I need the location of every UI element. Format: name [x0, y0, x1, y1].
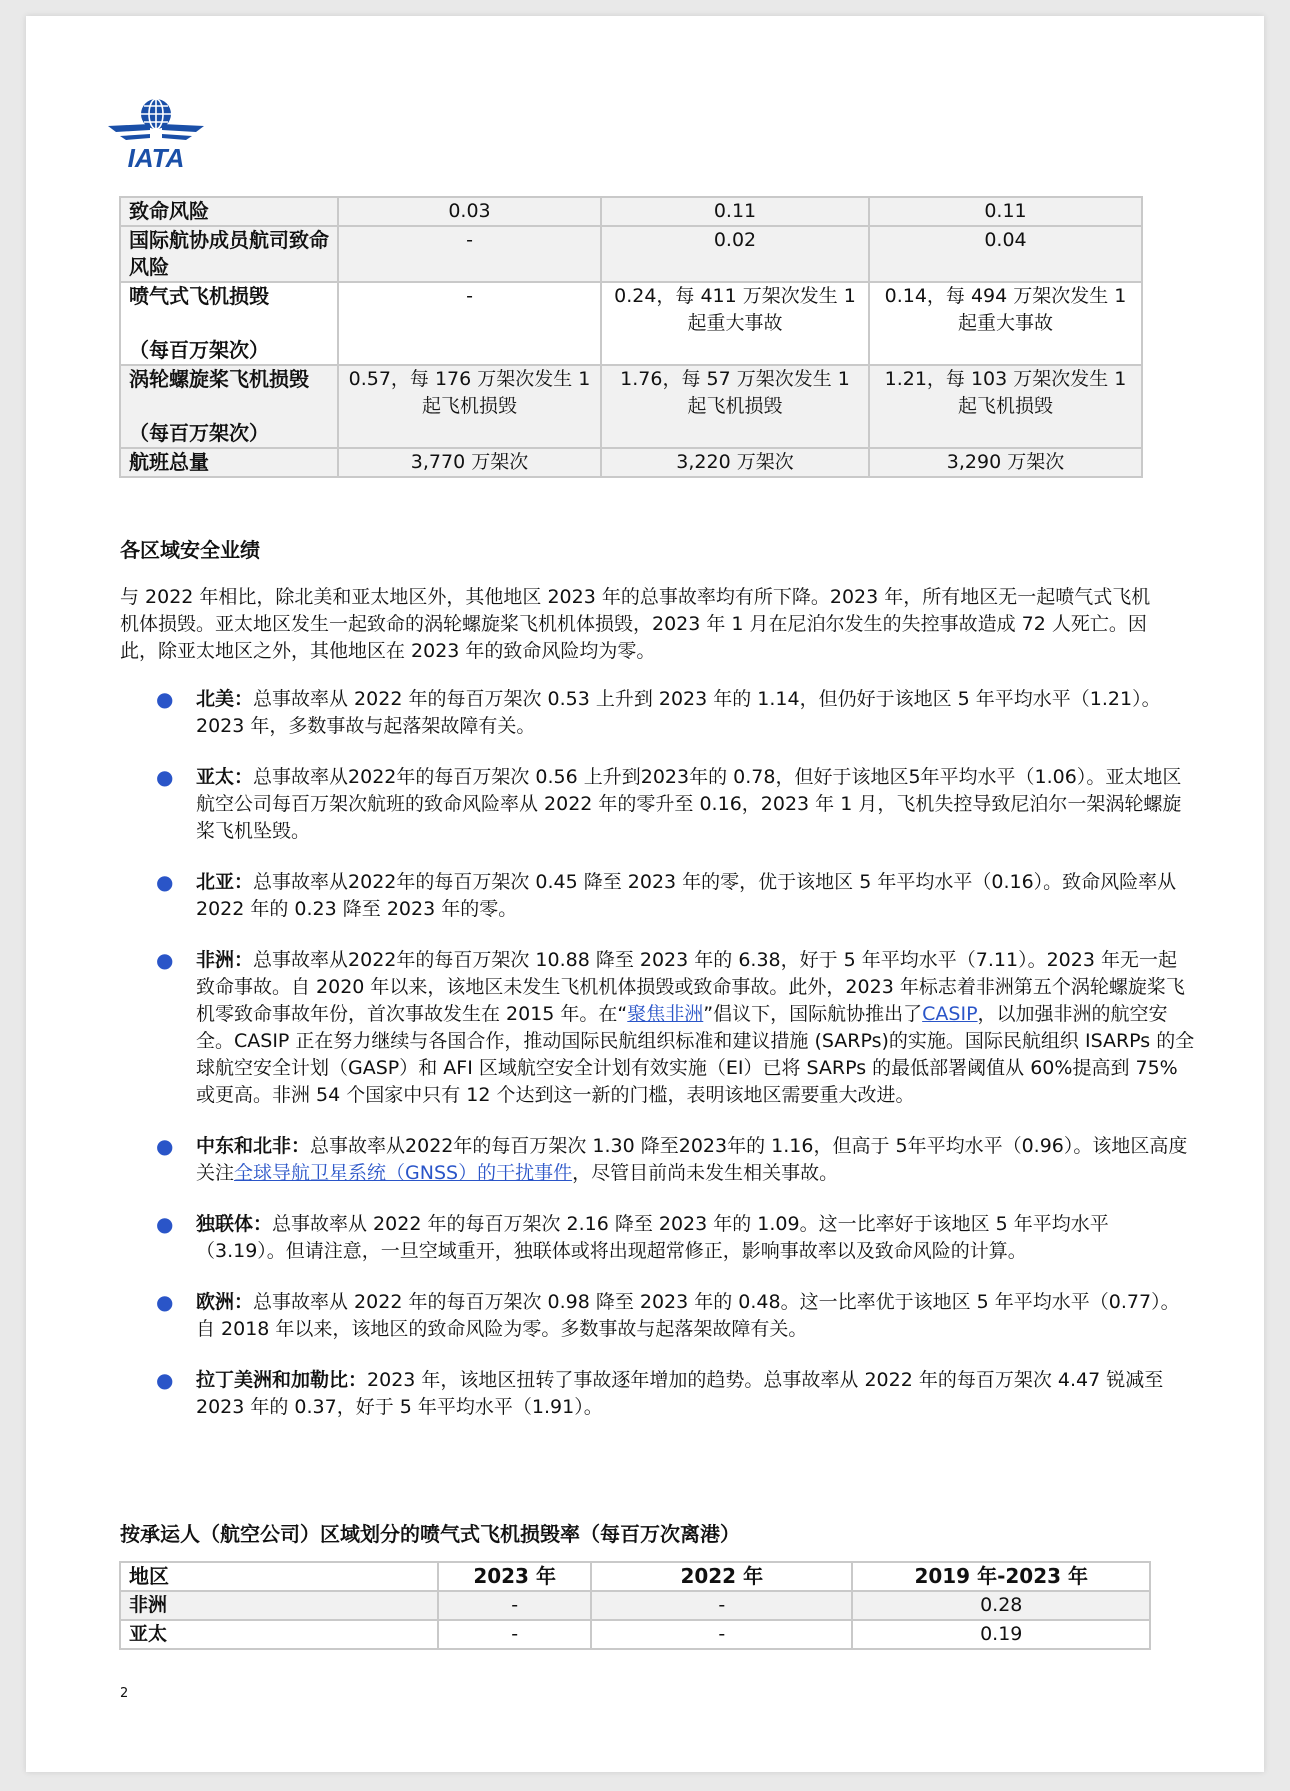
cell: - — [591, 1620, 852, 1649]
bullet-icon: ● — [156, 687, 174, 711]
cell: 0.14，每 494 万架次发生 1 起重大事故 — [869, 282, 1142, 365]
table-row — [120, 226, 1142, 282]
document-page — [26, 16, 1264, 1772]
list-item — [120, 1289, 1195, 1343]
gnss-interference-link[interactable]: 全球导航卫星系统（GNSS）的干扰事件 — [234, 1162, 573, 1184]
cell: 1.76，每 57 万架次发生 1 起飞机损毁 — [601, 365, 869, 448]
bullet-icon: ● — [156, 1290, 174, 1314]
list-item — [120, 686, 1195, 740]
list-item — [120, 1367, 1195, 1421]
section-heading: 按承运人（航空公司）区域划分的喷气式飞机损毁率（每百万次离港） — [120, 1522, 740, 1546]
cell: 0.19 — [852, 1620, 1150, 1649]
cell: - — [591, 1591, 852, 1620]
bullet-icon: ● — [156, 765, 174, 789]
bullet-icon: ● — [156, 1368, 174, 1392]
svg-text:IATA: IATA — [127, 143, 185, 173]
region-text: ，尽管目前尚未发生相关事故。 — [572, 1162, 839, 1184]
cell: 3,770 万架次 — [338, 448, 601, 477]
page-number: 2 — [120, 1686, 129, 1701]
list-item — [120, 947, 1195, 1109]
cell: 0.11 — [601, 197, 869, 226]
cell: 0.24，每 411 万架次发生 1 起重大事故 — [601, 282, 869, 365]
row-label-sub: （每百万架次） — [129, 421, 269, 445]
fatality-stats-table — [119, 196, 1143, 478]
cell: 0.03 — [338, 197, 601, 226]
focus-africa-link[interactable]: 聚焦非洲 — [627, 1003, 704, 1025]
region-name: 欧洲： — [196, 1291, 254, 1313]
cell: 非洲 — [120, 1591, 438, 1620]
cell: 0.28 — [852, 1591, 1150, 1620]
list-item — [120, 764, 1195, 845]
table-row — [120, 365, 1142, 448]
region-list — [120, 686, 1195, 1445]
table-row — [120, 282, 1142, 365]
region-name: 北美： — [196, 688, 254, 710]
region-text: 总事故率从 2022 年的每百万架次 0.53 上升到 2023 年的 1.14，但仍好于该地区 5 年平均水平（1.21）。2023 年，多数事故与起落架故障有关。 — [196, 688, 1161, 737]
column-header: 2022 年 — [591, 1562, 852, 1591]
table-row — [120, 448, 1142, 477]
row-label — [120, 282, 338, 365]
cell: - — [438, 1620, 591, 1649]
region-name: 非洲： — [196, 949, 254, 971]
cell: 1.21，每 103 万架次发生 1 起飞机损毁 — [869, 365, 1142, 448]
section-heading: 各区域安全业绩 — [120, 538, 260, 562]
table-row — [120, 1591, 1150, 1620]
region-text: 总事故率从 2022 年的每百万架次 2.16 降至 2023 年的 1.09。这一比率好于该地区 5 年平均水平（3.19）。但请注意，一旦空域重开，独联体或将出现超常修正，影响事故率以及致命风险的计算。 — [196, 1213, 1109, 1262]
region-text: 总事故率从 2022 年的每百万架次 0.98 降至 2023 年的 0.48。这一比率优于该地区 5 年平均水平（0.77）。自 2018 年以来，该地区的致命风险为零。多数事故与起落架故障有关。 — [196, 1291, 1180, 1340]
region-text: 总事故率从2022年的每百万架次 1.30 降至2023年的 1.16，但高于 5年平均水平（0.96）。该地区高度关注 — [196, 1135, 1188, 1184]
iata-logo — [106, 94, 206, 174]
list-item — [120, 1133, 1195, 1187]
region-name: 独联体： — [196, 1213, 273, 1235]
jet-hull-loss-table — [119, 1561, 1151, 1650]
table-header-row — [120, 1562, 1150, 1591]
row-label — [120, 365, 338, 448]
region-name: 拉丁美洲和加勒比： — [196, 1369, 368, 1391]
row-label: 致命风险 — [120, 197, 338, 226]
bullet-icon: ● — [156, 948, 174, 972]
cell: 3,290 万架次 — [869, 448, 1142, 477]
casip-link[interactable]: CASIP — [922, 1003, 978, 1025]
intro-paragraph: 与 2022 年相比，除北美和亚太地区外，其他地区 2023 年的总事故率均有所下降。2023 年，所有地区无一起喷气式飞机机体损毁。亚太地区发生一起致命的涡轮螺旋桨飞机机体损毁，2023 年 1 月在尼泊尔发生的失控事故造成 72 人死亡。因此，除亚太地区之外，其他地区在 2023 年的致命风险均为零。 — [120, 586, 1151, 662]
region-text: 总事故率从2022年的每百万架次 10.88 降至 2023 年的 6.38，好于 5 年平均水平（7.11）。2023 年无一起致命事故。自 2020 年以来，该地区未发生飞机机体损毁或致命事故。此外，2023 年标志着非洲第五个涡轮螺旋桨飞机零致命事故年份，首次事故发生在 2015 年。在“ — [196, 949, 1185, 1025]
bullet-icon: ● — [156, 870, 174, 894]
row-label-main: 涡轮螺旋桨飞机损毁 — [129, 367, 309, 391]
region-text: 总事故率从2022年的每百万架次 0.56 上升到2023年的 0.78，但好于该地区5年平均水平（1.06）。亚太地区航空公司每百万架次航班的致命风险率从 2022 年的零升至 0.16，2023 年 1 月，飞机失控导致尼泊尔一架涡轮螺旋桨飞机坠毁。 — [196, 766, 1182, 842]
bullet-icon: ● — [156, 1134, 174, 1158]
row-label: 国际航协成员航司致命风险 — [120, 226, 338, 282]
cell: 0.04 — [869, 226, 1142, 282]
column-header: 2019 年-2023 年 — [852, 1562, 1150, 1591]
row-label: 航班总量 — [120, 448, 338, 477]
region-text: ”倡议下，国际航协推出了 — [703, 1003, 923, 1025]
table-row — [120, 197, 1142, 226]
column-header: 地区 — [120, 1562, 438, 1591]
table-row — [120, 1620, 1150, 1649]
column-header: 2023 年 — [438, 1562, 591, 1591]
region-text: 2023 年，该地区扭转了事故逐年增加的趋势。总事故率从 2022 年的每百万架次 4.47 锐减至 2023 年的 0.37，好于 5 年平均水平（1.91）。 — [196, 1369, 1164, 1418]
cell: 0.02 — [601, 226, 869, 282]
list-item — [120, 1211, 1195, 1265]
region-name: 中东和北非： — [196, 1135, 311, 1157]
row-label-sub: （每百万架次） — [129, 338, 269, 362]
region-text: ，以加强非洲的航空安全。CASIP 正在努力继续与各国合作，推动国际民航组织标准和建议措施 (SARPs)的实施。国际民航组织 ISARPs 的全球航空安全计划（GASP）和 AFI 区域航空安全计划有效实施（EI）已将 SARPs 的最低部署阈值从 60%提高到 75%或更高。非洲 54 个国家中只有 12 个达到这一新的门槛，表明该地区需要重大改进。 — [196, 1003, 1195, 1106]
region-text: 总事故率从2022年的每百万架次 0.45 降至 2023 年的零，优于该地区 5 年平均水平（0.16）。致命风险率从 2022 年的 0.23 降至 2023 年的零。 — [196, 871, 1177, 920]
cell: 亚太 — [120, 1620, 438, 1649]
cell: - — [338, 282, 601, 365]
cell: 0.11 — [869, 197, 1142, 226]
region-name: 亚太： — [196, 766, 254, 788]
cell: 3,220 万架次 — [601, 448, 869, 477]
cell: - — [338, 226, 601, 282]
list-item — [120, 869, 1195, 923]
bullet-icon: ● — [156, 1212, 174, 1236]
cell: 0.57，每 176 万架次发生 1 起飞机损毁 — [338, 365, 601, 448]
cell: - — [438, 1591, 591, 1620]
region-name: 北亚： — [196, 871, 254, 893]
row-label-main: 喷气式飞机损毁 — [129, 284, 269, 308]
